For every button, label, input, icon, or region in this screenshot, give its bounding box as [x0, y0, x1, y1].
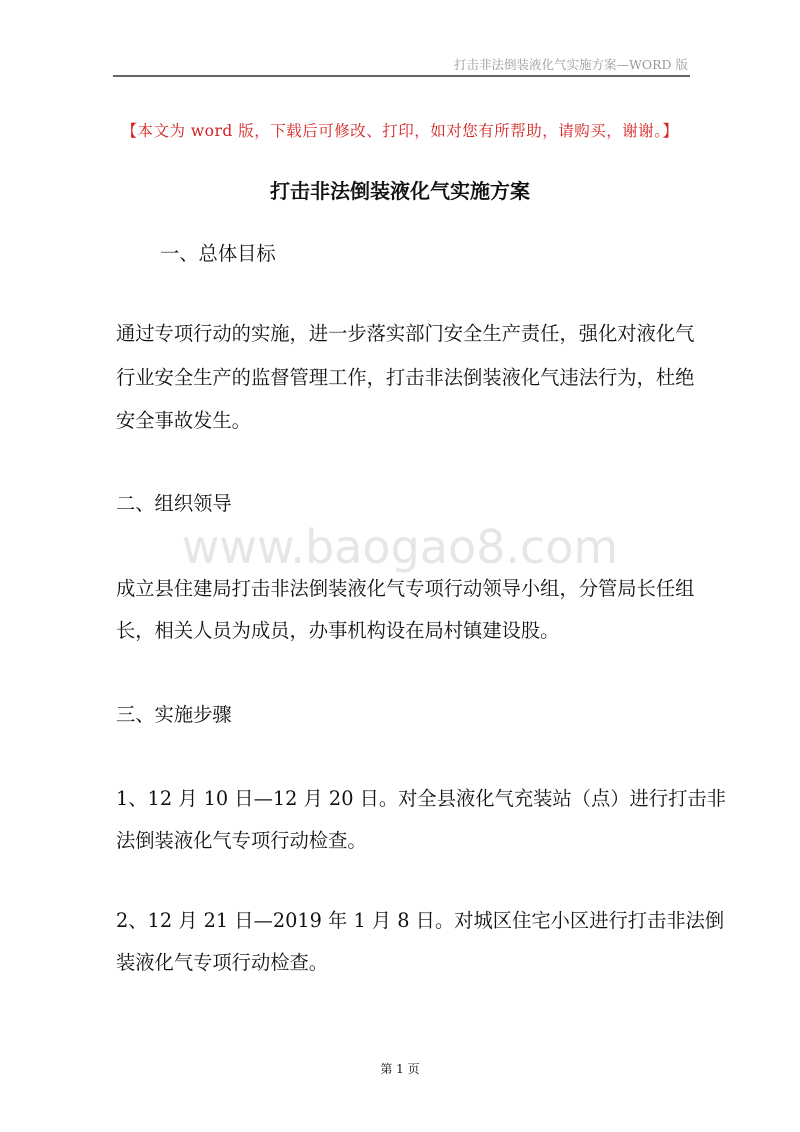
watermark: www.baogao8.com [181, 520, 619, 574]
paragraph-line: 行业安全生产的监督管理工作，打击非法倒装液化气违法行为，杜绝 [116, 366, 695, 389]
paragraph-line: 成立县住建局打击非法倒装液化气专项行动领导小组，分管局长任组 [116, 577, 695, 600]
paragraph-line: 通过专项行动的实施，进一步落实部门安全生产责任，强化对液化气 [116, 322, 695, 345]
purchase-notice: 【本文为 word 版，下载后可修改、打印，如对您有所帮助，请购买，谢谢。】 [121, 122, 679, 140]
paragraph-line: 长，相关人员为成员，办事机构设在局村镇建设股。 [116, 619, 560, 642]
paragraph-line: 1、12 月 10 日—12 月 20 日。对全县液化气充装站（点）进行打击非 [116, 787, 726, 810]
header-rule [113, 75, 690, 77]
running-header: 打击非法倒装液化气实施方案—WORD 版 [453, 57, 688, 72]
section-heading: 一、总体目标 [160, 242, 276, 265]
section-heading: 三、实施步骤 [116, 703, 232, 726]
paragraph-line: 2、12 月 21 日—2019 年 1 月 8 日。对城区住宅小区进行打击非法倒 [116, 909, 725, 932]
paragraph-line: 装液化气专项行动检查。 [116, 951, 329, 974]
paragraph-line: 法倒装液化气专项行动检查。 [116, 829, 367, 852]
paragraph-line: 安全事故发生。 [116, 409, 251, 432]
document-title: 打击非法倒装液化气实施方案 [270, 179, 530, 203]
section-heading: 二、组织领导 [116, 492, 232, 515]
page-number: 第 1 页 [380, 1062, 420, 1076]
